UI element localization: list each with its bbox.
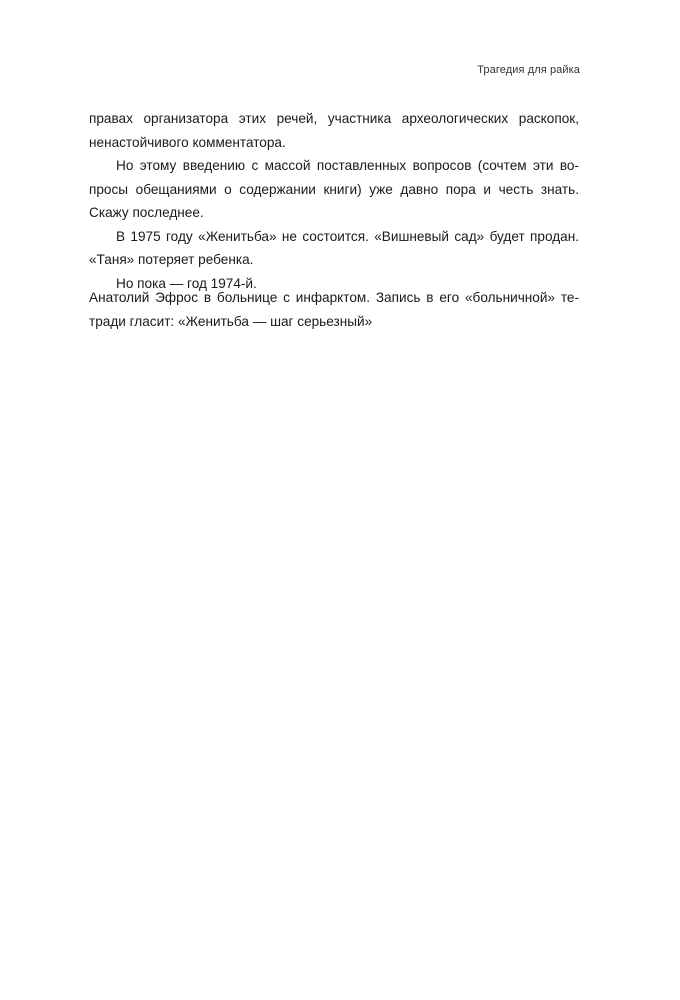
paragraph-5-line-2: тради гласит: «Женитьба — шаг серьезный» — [89, 313, 373, 329]
paragraph-2-line-2: просы обещаниями о содержании книги) уже давно пора и честь знать. — [89, 181, 579, 197]
running-header: Трагедия для райка — [477, 64, 580, 76]
main-text-block — [89, 107, 579, 295]
paragraph-2-line-1: Но этому введению с массой поставленных вопросов (сочтем эти во- — [116, 158, 579, 173]
paragraph-4-line-1: Но пока — год 1974-й. — [116, 275, 257, 291]
paragraph-1-line-2: ненастойчивого комментатора. — [89, 134, 286, 150]
paragraph-5-line-1: Анатолий Эфрос в больнице с инфарктом. Запись в его «больничной» те- — [89, 290, 579, 305]
paragraph-1-line-1: правах организатора этих речей, участника археологических раскопок, — [89, 111, 579, 126]
paragraph-2-line-3: Скажу последнее. — [89, 205, 204, 220]
paragraph-3-line-2: «Таня» потеряет ребенка. — [89, 252, 254, 267]
paragraph-3-line-1: В 1975 году «Женитьба» не состоится. «Вишневый сад» будет продан. — [116, 228, 579, 244]
section-text-block — [89, 286, 579, 333]
